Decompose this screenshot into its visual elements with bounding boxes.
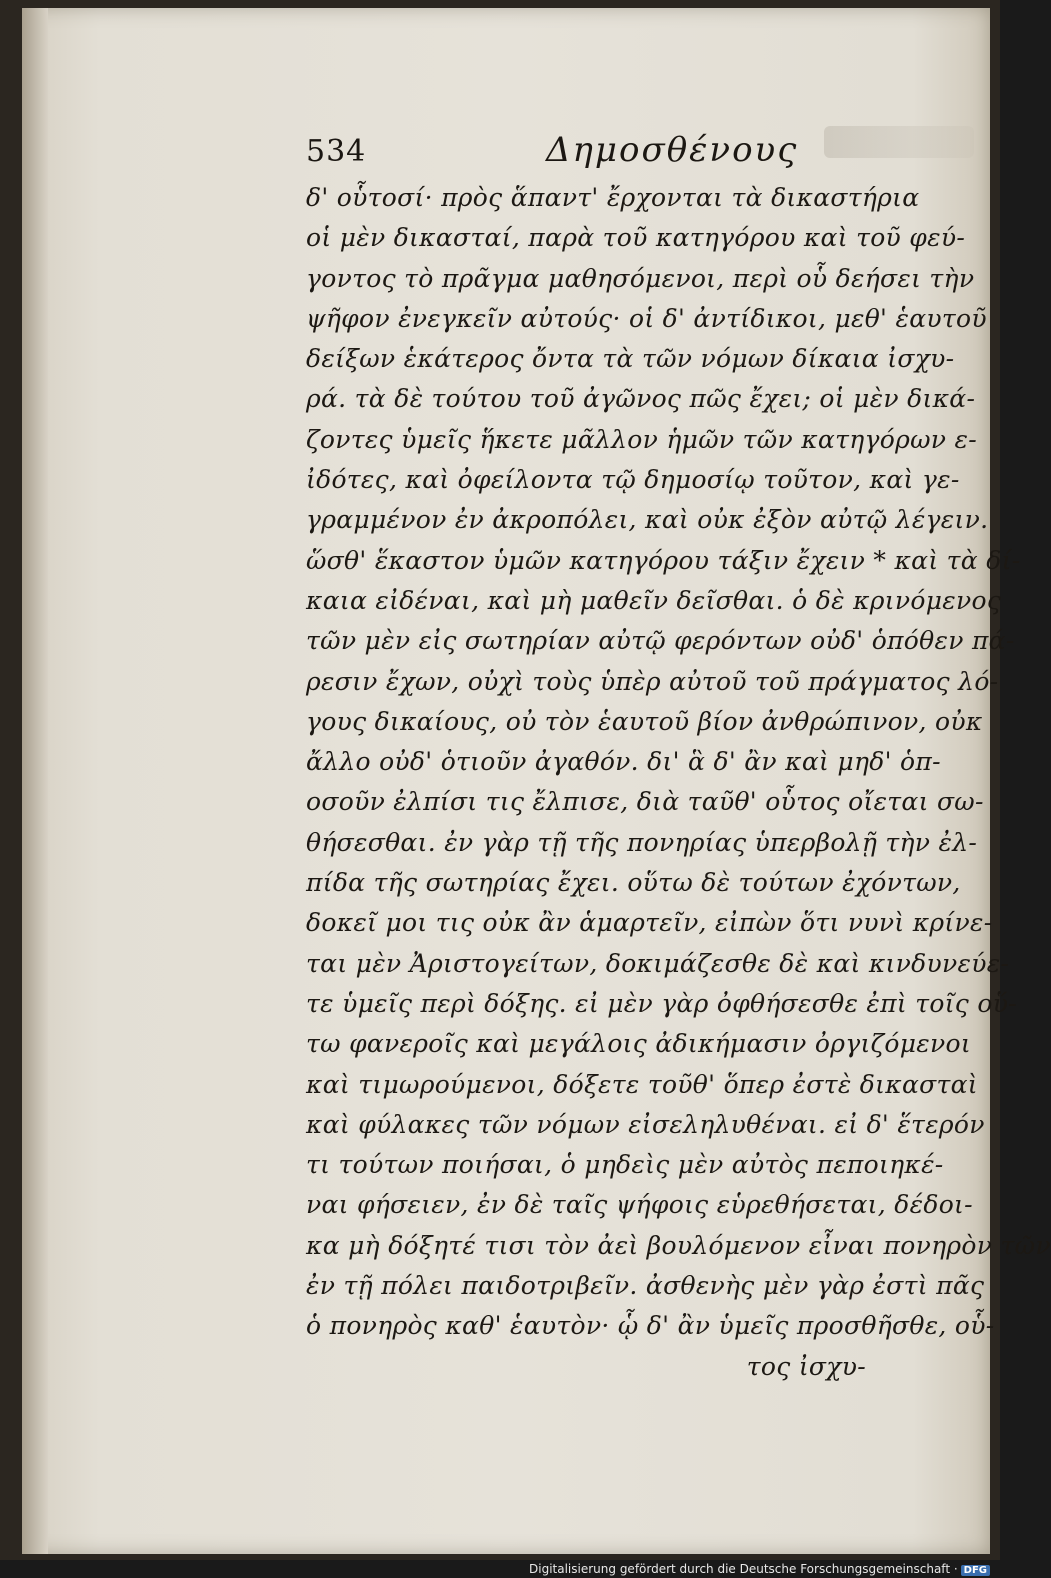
text-line: ἰδότες, καὶ ὀφείλοντα τῷ δημοσίῳ τοῦτον, καὶ γε- bbox=[306, 465, 960, 495]
text-line: δοκεῖ μοι τις οὐκ ἂν ἁμαρτεῖν, εἰπὼν ὅτι νυνὶ κρίνε- bbox=[306, 908, 993, 938]
text-line: καὶ τιμωρούμενοι, δόξετε τοῦθ' ὅπερ ἐστὲ δικασταὶ bbox=[306, 1069, 978, 1099]
text-line: τε ὑμεῖς περὶ δόξης. εἰ μὲν γὰρ ὀφθήσεσθε ἐπὶ τοῖς οὕ- bbox=[306, 988, 1017, 1018]
text-line: ὥσθ' ἕκαστον ὑμῶν κατηγόρου τάξιν ἔχειν * καὶ τὰ δί- bbox=[306, 545, 1021, 575]
text-line: καια εἰδέναι, καὶ μὴ μαθεῖν δεῖσθαι. ὁ δὲ κρινόμενος bbox=[306, 585, 1002, 615]
text-line: τος ἰσχυ- bbox=[746, 1351, 866, 1381]
text-line: γοντος τὸ πρᾶγμα μαθησόμενοι, περὶ οὗ δεήσει τὴν bbox=[306, 263, 975, 293]
page-number: 534 bbox=[306, 134, 367, 169]
text-line: ρά. τὰ δὲ τούτου τοῦ ἀγῶνος πῶς ἔχει; οἱ μὲν δικά- bbox=[306, 384, 976, 414]
text-line: γους δικαίους, οὐ τὸν ἑαυτοῦ βίον ἀνθρώπινον, οὐκ bbox=[306, 706, 983, 736]
text-block bbox=[306, 178, 1051, 1387]
text-line: ρεσιν ἔχων, οὐχὶ τοὺς ὑπὲρ αὐτοῦ τοῦ πράγματος λό- bbox=[306, 666, 999, 696]
text-line: δείξων ἑκάτερος ὄντα τὰ τῶν νόμων δίκαια ἰσχυ- bbox=[306, 344, 955, 374]
text-line: τῶν μὲν εἰς σωτηρίαν αὐτῷ φερόντων οὐδ' ὁπόθεν πά- bbox=[306, 626, 1015, 656]
text-line: ζοντες ὑμεῖς ἥκετε μᾶλλον ἡμῶν τῶν κατηγόρων ε- bbox=[306, 424, 977, 454]
text-line: ἐν τῇ πόλει παιδοτριβεῖν. ἀσθενὴς μὲν γὰρ ἐστὶ πᾶς bbox=[306, 1271, 985, 1301]
text-line: ται μὲν Ἀριστογείτων, δοκιμάζεσθε δὲ καὶ κινδυνεύε- bbox=[306, 948, 1010, 978]
text-line: ἄλλο οὐδ' ὁτιοῦν ἀγαθόν. δι' ἃ δ' ἂν καὶ μηδ' ὁπ- bbox=[306, 747, 941, 777]
text-line: πίδα τῆς σωτηρίας ἔχει. οὕτω δὲ τούτων ἐχόντων, bbox=[306, 868, 961, 898]
text-line: θήσεσθαι. ἐν γὰρ τῇ τῆς πονηρίας ὑπερβολῇ τὴν ἐλ- bbox=[306, 827, 978, 857]
text-line: κα μὴ δόξητέ τισι τὸν ἀεὶ βουλόμενον εἶναι πονηρὸν τῶν bbox=[306, 1230, 1051, 1260]
dfg-logo: DFG bbox=[961, 1565, 990, 1576]
text-line: ναι φήσειεν, ἐν δὲ ταῖς ψήφοις εὑρεθήσεται, δέδοι- bbox=[306, 1190, 973, 1220]
page-header bbox=[306, 128, 799, 178]
credit-text: Digitalisierung gefördert durch die Deutsche Forschungsgemeinschaft · bbox=[529, 1562, 958, 1576]
text-line: καὶ φύλακες τῶν νόμων εἰσεληλυθέναι. εἰ δ' ἕτερόν bbox=[306, 1109, 985, 1139]
text-line: γραμμένον ἐν ἀκροπόλει, καὶ οὐκ ἐξὸν αὐτῷ λέγειν. bbox=[306, 505, 989, 535]
text-line: ὁ πονηρὸς καθ' ἑαυτὸν· ᾧ δ' ἂν ὑμεῖς προσθῆσθε, οὗ- bbox=[306, 1311, 995, 1341]
text-line: τι τούτων ποιήσαι, ὁ μηδεὶς μὲν αὐτὸς πεποιηκέ- bbox=[306, 1150, 944, 1180]
text-line: δ' οὗτοσί· πρὸς ἅπαντ' ἔρχονται τὰ δικαστήρια bbox=[306, 183, 920, 212]
text-line: ψῆφον ἐνεγκεῖν αὐτούς· οἱ δ' ἀντίδικοι, μεθ' ἑαυτοῦ bbox=[306, 303, 987, 333]
text-line: τω φανεροῖς καὶ μεγάλοις ἀδικήμασιν ὀργιζόμενοι bbox=[306, 1029, 971, 1059]
running-title: Δημοσθένους bbox=[546, 130, 799, 170]
show-through-mark bbox=[824, 126, 974, 158]
text-line: οσοῦν ἐλπίσι τις ἔλπισε, διὰ ταῦθ' οὗτος οἴεται σω- bbox=[306, 787, 984, 817]
text-line: οἱ μὲν δικασταί, παρὰ τοῦ κατηγόρου καὶ τοῦ φεύ- bbox=[306, 223, 966, 253]
digitization-credit bbox=[529, 1562, 990, 1576]
page-gutter bbox=[22, 8, 48, 1554]
